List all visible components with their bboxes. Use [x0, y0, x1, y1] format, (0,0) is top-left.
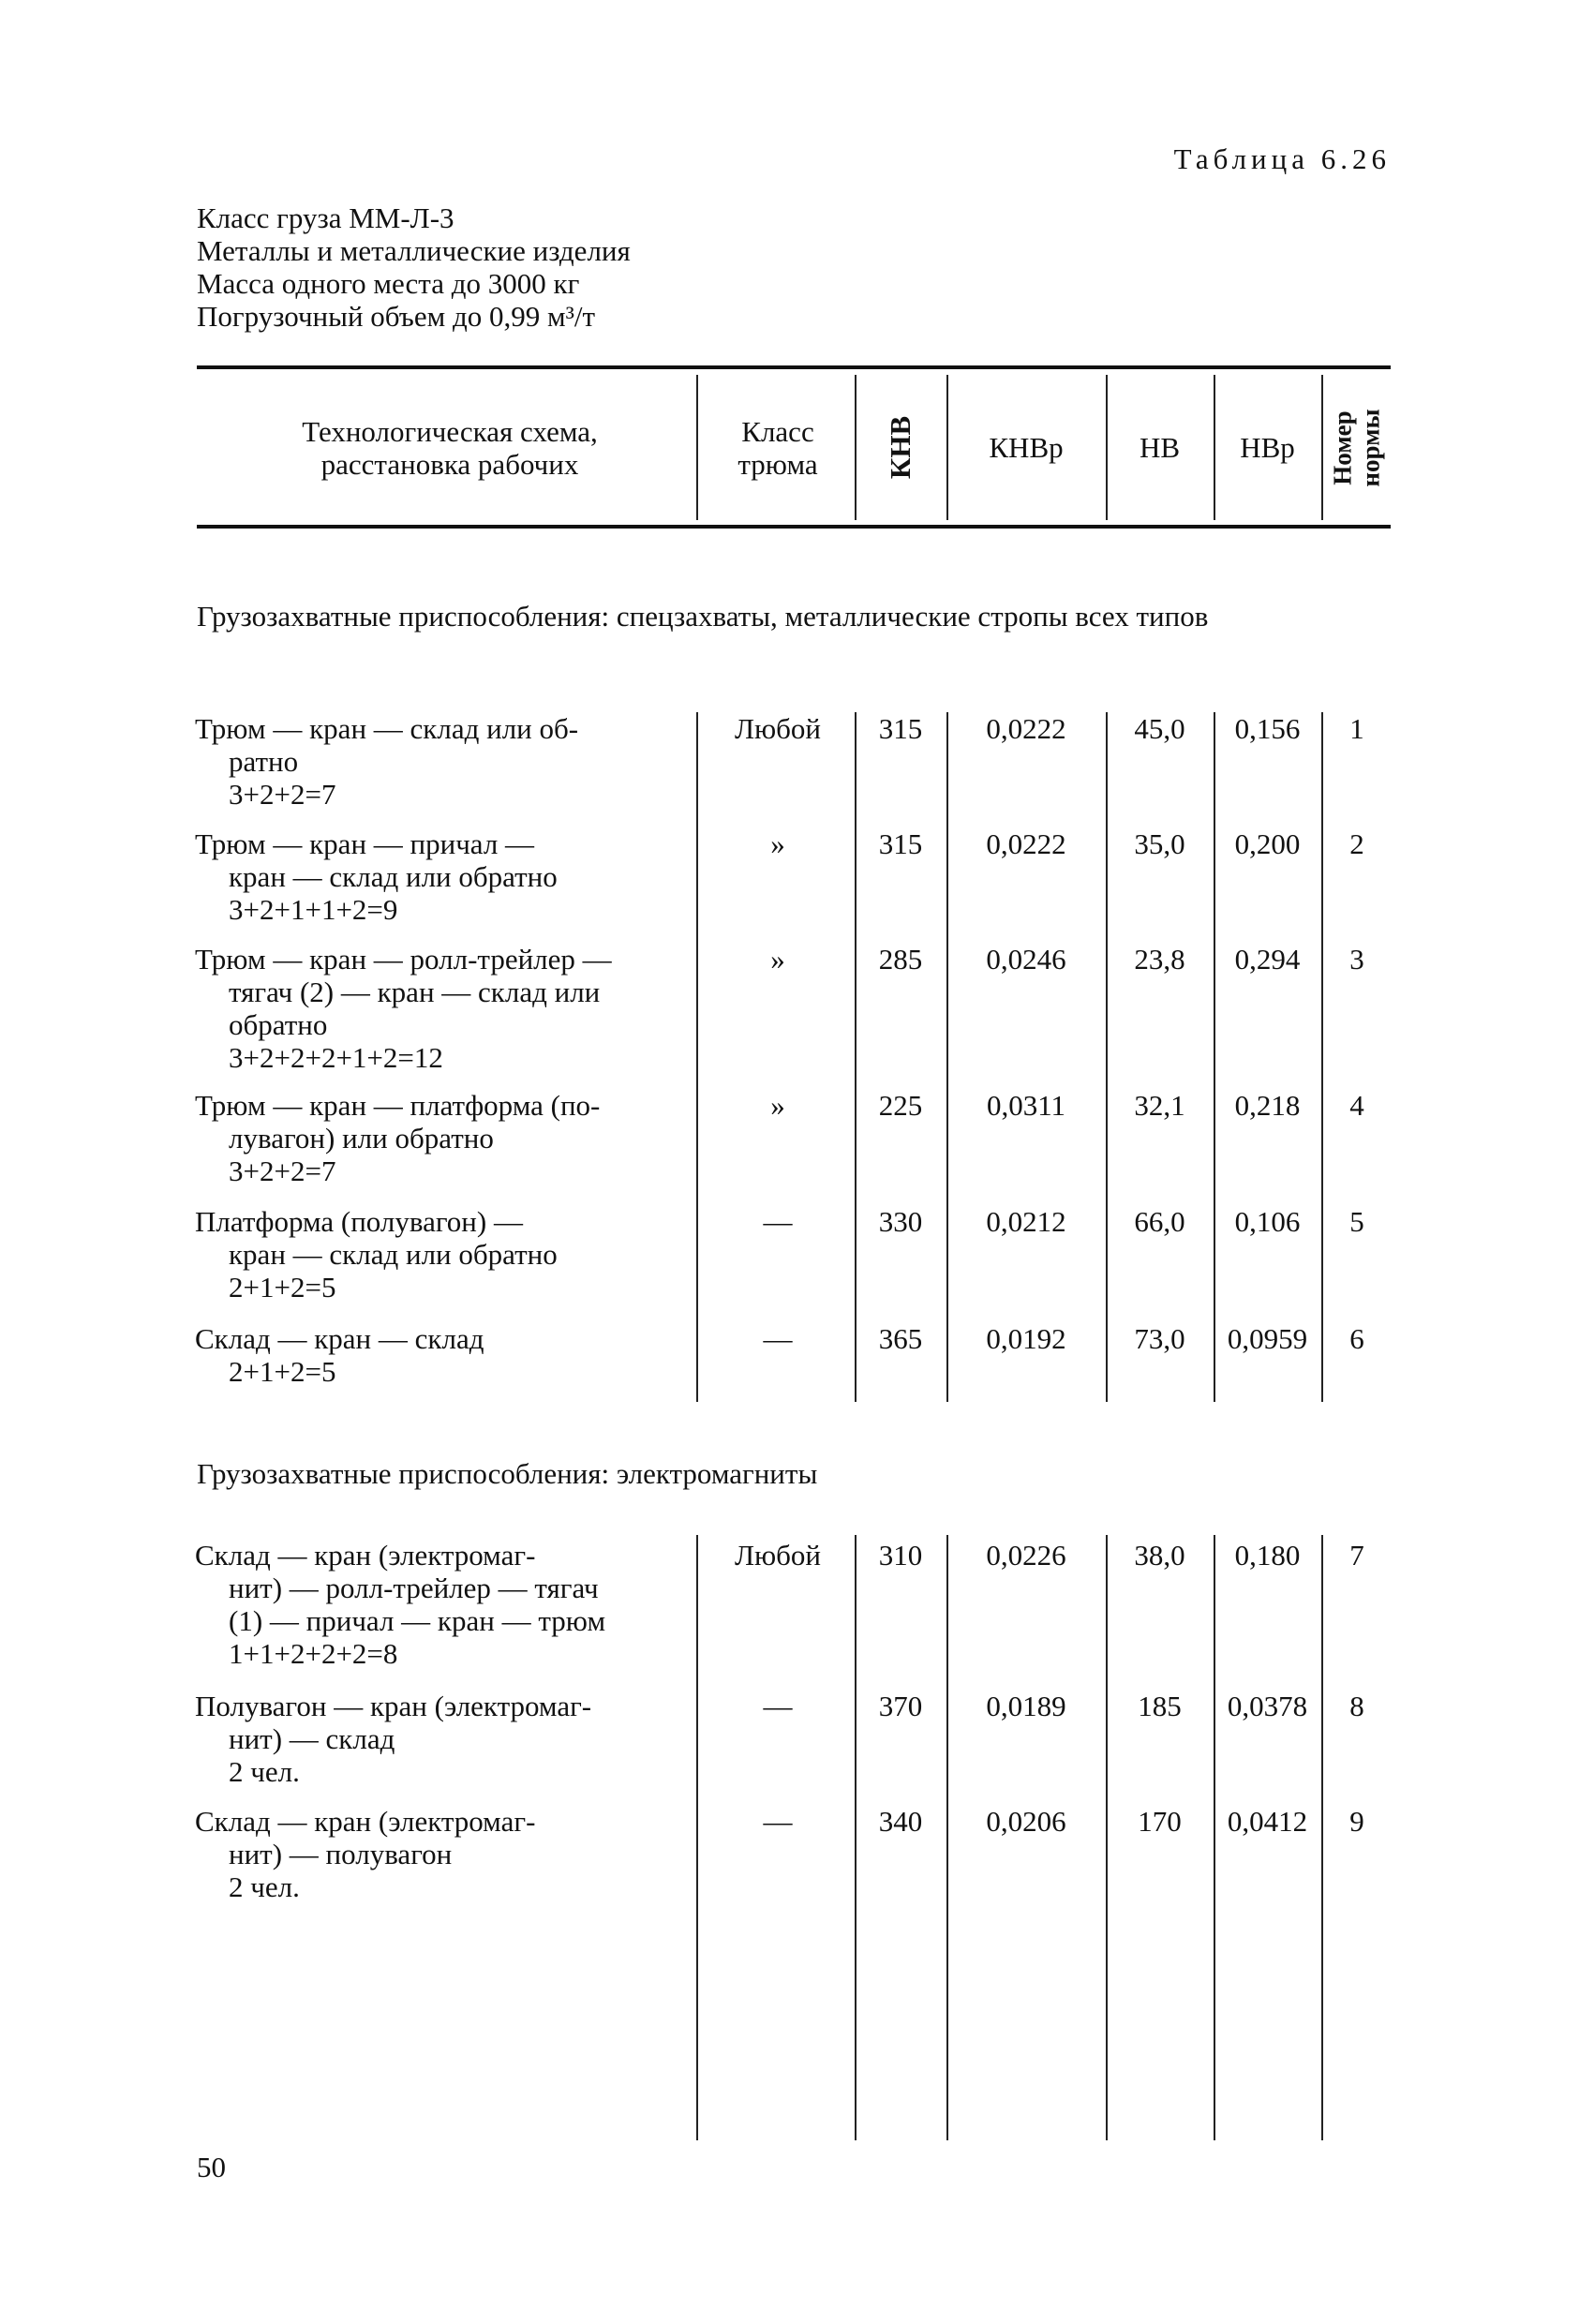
- knvr-cell: 0,0311: [986, 1089, 1066, 1122]
- scheme-line: ратно: [229, 745, 299, 778]
- scheme-line: Склад — кран — склад: [195, 1322, 484, 1355]
- header-knv: КНВ: [884, 415, 917, 480]
- header-nv: НВ: [1139, 431, 1181, 464]
- nvr-cell: 0,200: [1234, 827, 1301, 860]
- nv-cell: 73,0: [1134, 1322, 1185, 1355]
- section-title: Грузозахватные приспособления: электромагниты: [197, 1457, 818, 1490]
- table-top-rule: [197, 365, 1391, 369]
- knv-cell: 285: [878, 943, 923, 976]
- knv-cell: 365: [878, 1322, 923, 1355]
- scheme-line: (1) — причал — кран — трюм: [229, 1604, 606, 1637]
- column-divider: [696, 1535, 698, 2140]
- knv-cell: 315: [878, 712, 923, 745]
- no-cell: 6: [1349, 1322, 1364, 1355]
- nv-cell: 38,0: [1134, 1539, 1185, 1572]
- nv-cell: 66,0: [1134, 1205, 1185, 1238]
- header-bottom-rule: [197, 525, 1391, 529]
- column-divider: [946, 1535, 948, 2140]
- scheme-line: 2+1+2=5: [229, 1355, 336, 1388]
- column-divider: [1106, 1535, 1108, 2140]
- scheme-line: Трюм — кран — причал —: [195, 827, 535, 860]
- scheme-line: Трюм — кран — ролл-трейлер —: [195, 943, 612, 976]
- no-cell: 2: [1349, 827, 1364, 860]
- cargo-volume: Погрузочный объем до 0,99 м³/т: [197, 300, 596, 333]
- hold-class-cell: —: [763, 1690, 793, 1722]
- nv-cell: 23,8: [1134, 943, 1185, 976]
- scheme-line: Склад — кран (электромаг-: [195, 1805, 536, 1838]
- knvr-cell: 0,0212: [986, 1205, 1066, 1238]
- knvr-cell: 0,0246: [986, 943, 1066, 976]
- header-nvr: НВр: [1240, 431, 1295, 464]
- knvr-cell: 0,0206: [986, 1805, 1066, 1838]
- knv-cell: 225: [878, 1089, 923, 1122]
- hold-class-cell: »: [770, 1089, 785, 1122]
- knv-cell: 310: [878, 1539, 923, 1572]
- scheme-cell: [195, 1690, 696, 1788]
- scheme-line: Трюм — кран — склад или об-: [195, 712, 579, 745]
- scheme-cell: [195, 1805, 696, 1903]
- cargo-mass: Масса одного места до 3000 кг: [197, 267, 580, 300]
- hold-class-cell: Любой: [734, 1539, 822, 1572]
- hold-class-cell: —: [763, 1322, 793, 1355]
- header-knvr: КНВр: [989, 431, 1064, 464]
- knvr-cell: 0,0222: [986, 827, 1066, 860]
- scheme-line: Трюм — кран — платформа (по-: [195, 1089, 601, 1122]
- scheme-cell: [195, 1322, 696, 1388]
- knv-cell: 370: [878, 1690, 923, 1722]
- nv-cell: 170: [1138, 1805, 1182, 1838]
- column-divider: [1321, 375, 1323, 520]
- header-hold-class: Класс трюма: [737, 414, 818, 481]
- scheme-line: кран — склад или обратно: [229, 860, 558, 893]
- nv-cell: 45,0: [1134, 712, 1185, 745]
- cargo-type: Металлы и металлические изделия: [197, 234, 631, 267]
- column-divider: [1106, 375, 1108, 520]
- scheme-cell: [195, 827, 696, 926]
- hold-class-cell: »: [770, 943, 785, 976]
- knv-cell: 340: [878, 1805, 923, 1838]
- nvr-cell: 0,180: [1234, 1539, 1301, 1572]
- cargo-info: [197, 201, 631, 333]
- column-divider: [1214, 712, 1215, 1402]
- scheme-line: Склад — кран (электромаг-: [195, 1539, 536, 1572]
- column-divider: [1106, 712, 1108, 1402]
- scheme-line: 3+2+2=7: [229, 778, 336, 811]
- scheme-line: Полувагон — кран (электромаг-: [195, 1690, 592, 1722]
- hold-class-cell: —: [763, 1805, 793, 1838]
- scheme-cell: [195, 1089, 696, 1187]
- scheme-line: нит) — склад: [229, 1722, 395, 1755]
- scheme-cell: [195, 943, 696, 1074]
- no-cell: 3: [1349, 943, 1364, 976]
- nvr-cell: 0,106: [1234, 1205, 1301, 1238]
- scheme-line: нит) — полувагон: [229, 1838, 453, 1870]
- column-divider: [855, 712, 857, 1402]
- scheme-line: 2 чел.: [229, 1870, 300, 1903]
- column-divider: [1321, 712, 1323, 1402]
- hold-class-cell: —: [763, 1205, 793, 1238]
- scheme-cell: [195, 1539, 696, 1670]
- nv-cell: 185: [1138, 1690, 1182, 1722]
- column-divider: [855, 375, 857, 520]
- header-norm-no: Номер нормы: [1329, 408, 1385, 487]
- nvr-cell: 0,0959: [1227, 1322, 1308, 1355]
- nv-cell: 35,0: [1134, 827, 1185, 860]
- column-divider: [696, 712, 698, 1402]
- scheme-cell: [195, 712, 696, 811]
- column-divider: [946, 712, 948, 1402]
- no-cell: 9: [1349, 1805, 1364, 1838]
- cargo-class: Класс груза ММ-Л-3: [197, 201, 454, 234]
- hold-class-cell: Любой: [734, 712, 822, 745]
- column-divider: [1214, 1535, 1215, 2140]
- scheme-line: кран — склад или обратно: [229, 1238, 558, 1271]
- scheme-line: Платформа (полувагон) —: [195, 1205, 523, 1238]
- nvr-cell: 0,218: [1234, 1089, 1301, 1122]
- scheme-line: обратно: [229, 1008, 328, 1041]
- no-cell: 5: [1349, 1205, 1364, 1238]
- nvr-cell: 0,156: [1234, 712, 1301, 745]
- knvr-cell: 0,0222: [986, 712, 1066, 745]
- hold-class-cell: »: [770, 827, 785, 860]
- column-divider: [1214, 375, 1215, 520]
- section-title: Грузозахватные приспособления: спецзахваты, металлические стропы всех типов: [197, 600, 1209, 633]
- no-cell: 4: [1349, 1089, 1364, 1122]
- knvr-cell: 0,0226: [986, 1539, 1066, 1572]
- scheme-cell: [195, 1205, 696, 1304]
- no-cell: 8: [1349, 1690, 1364, 1722]
- scheme-line: нит) — ролл-трейлер — тягач: [229, 1572, 599, 1604]
- scheme-line: 3+2+2+2+1+2=12: [229, 1041, 443, 1074]
- knvr-cell: 0,0189: [986, 1690, 1066, 1722]
- header-scheme: Технологическая схема, расстановка рабочих: [302, 414, 598, 481]
- no-cell: 1: [1349, 712, 1364, 745]
- column-divider: [696, 375, 698, 520]
- scheme-line: 3+2+1+1+2=9: [229, 893, 398, 926]
- column-divider: [946, 375, 948, 520]
- scheme-line: тягач (2) — кран — склад или: [229, 976, 601, 1008]
- scheme-line: 3+2+2=7: [229, 1155, 336, 1187]
- nvr-cell: 0,0412: [1227, 1805, 1308, 1838]
- no-cell: 7: [1349, 1539, 1364, 1572]
- knvr-cell: 0,0192: [986, 1322, 1066, 1355]
- scheme-line: лувагон) или обратно: [229, 1122, 494, 1155]
- scheme-line: 1+1+2+2+2=8: [229, 1637, 398, 1670]
- knv-cell: 315: [878, 827, 923, 860]
- scheme-line: 2 чел.: [229, 1755, 300, 1788]
- page-number: 50: [197, 2151, 226, 2183]
- column-divider: [855, 1535, 857, 2140]
- nv-cell: 32,1: [1134, 1089, 1185, 1122]
- nvr-cell: 0,0378: [1227, 1690, 1308, 1722]
- table-label: Таблица 6.26: [1173, 142, 1391, 175]
- nvr-cell: 0,294: [1234, 943, 1301, 976]
- column-divider: [1321, 1535, 1323, 2140]
- knv-cell: 330: [878, 1205, 923, 1238]
- scheme-line: 2+1+2=5: [229, 1271, 336, 1304]
